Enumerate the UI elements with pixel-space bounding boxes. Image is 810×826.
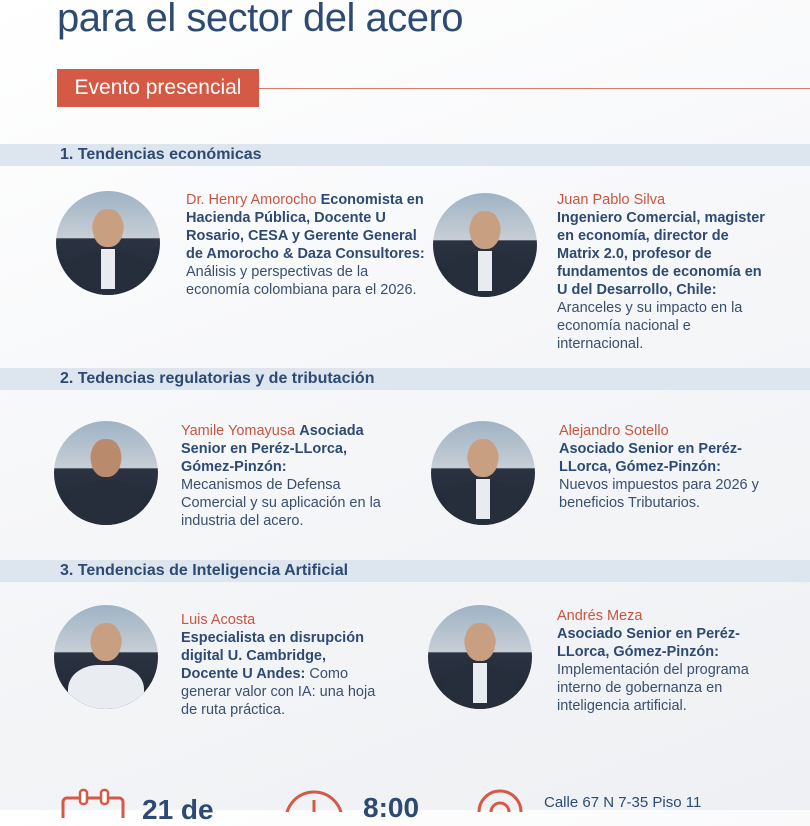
speaker-topic: Análisis y perspectivas de la economía colombiana para el 2026. — [186, 264, 417, 298]
location-pin-icon — [476, 788, 524, 812]
section-bar-ai — [0, 560, 810, 582]
event-type-badge: Evento presencial — [57, 69, 259, 107]
speaker-name: Andrés Meza — [557, 608, 643, 624]
speaker-photo — [431, 421, 535, 525]
clock-icon — [283, 790, 345, 812]
event-address: Calle 67 N 7-35 Piso 11 — [544, 794, 702, 811]
speaker-photo — [428, 605, 532, 709]
event-time: 8:00 — [363, 792, 420, 823]
speaker-photo — [54, 605, 158, 709]
speaker-card — [186, 191, 428, 299]
section-title: 3. Tendencias de Inteligencia Artificial — [60, 562, 349, 579]
speaker-role: Asociado Senior en Peréz-LLorca, Gómez-Pinzón: — [559, 441, 742, 475]
divider — [259, 88, 810, 89]
calendar-icon — [60, 788, 126, 818]
speaker-photo — [56, 191, 160, 295]
speaker-card — [557, 191, 769, 353]
speaker-card — [557, 607, 762, 715]
speaker-role: Asociado Senior en Peréz-LLorca, Gómez-Pinzón: — [557, 626, 740, 660]
speaker-name: Dr. Henry Amorocho — [186, 192, 317, 208]
speaker-role: Especialista en disrupción digital U. Cambridge, Docente U Andes: — [181, 630, 364, 682]
speaker-topic: Aranceles y su impacto en la economía nacional e internacional. — [557, 300, 743, 352]
speaker-topic: Mecanismos de Defensa Comercial y su aplicación en la industria del acero. — [181, 477, 381, 529]
event-title: para el sector del acero — [57, 0, 464, 40]
section-title: 2. Tedencias regulatorias y de tributación — [60, 370, 375, 387]
section-title: 1. Tendencias económicas — [60, 146, 262, 163]
speaker-photo — [54, 421, 158, 525]
speaker-role: Ingeniero Comercial, magister en economía, director de Matrix 2.0, profesor de fundamentos de economía en U del Desarrollo, Chile: — [557, 210, 765, 298]
speaker-card — [559, 422, 759, 512]
event-date: 21 de — [142, 794, 214, 825]
speaker-topic: Implementación del programa interno de gobernanza en inteligencia artificial. — [557, 662, 749, 714]
speaker-name: Yamile Yomayusa — [181, 423, 296, 439]
speaker-card — [181, 611, 386, 719]
speaker-photo — [433, 193, 537, 297]
speaker-name: Juan Pablo Silva — [557, 192, 666, 208]
section-bar-regulatory — [0, 368, 810, 390]
speaker-role: Economista en Hacienda Pública, Docente U Rosario, CESA y Gerente General de Amorocho & Daza Consultores: — [186, 192, 425, 262]
speaker-card — [181, 422, 396, 530]
speaker-role: Asociada Senior en Peréz-LLorca, Gómez-Pinzón: — [181, 423, 364, 475]
speaker-name: Luis Acosta — [181, 612, 256, 628]
speaker-name: Alejandro Sotello — [559, 423, 669, 439]
speaker-topic: Nuevos impuestos para 2026 y beneficios Tributarios. — [559, 477, 759, 511]
section-bar-economic — [0, 144, 810, 166]
speaker-topic: Como generar valor con IA: una hoja de ruta práctica. — [181, 666, 376, 718]
